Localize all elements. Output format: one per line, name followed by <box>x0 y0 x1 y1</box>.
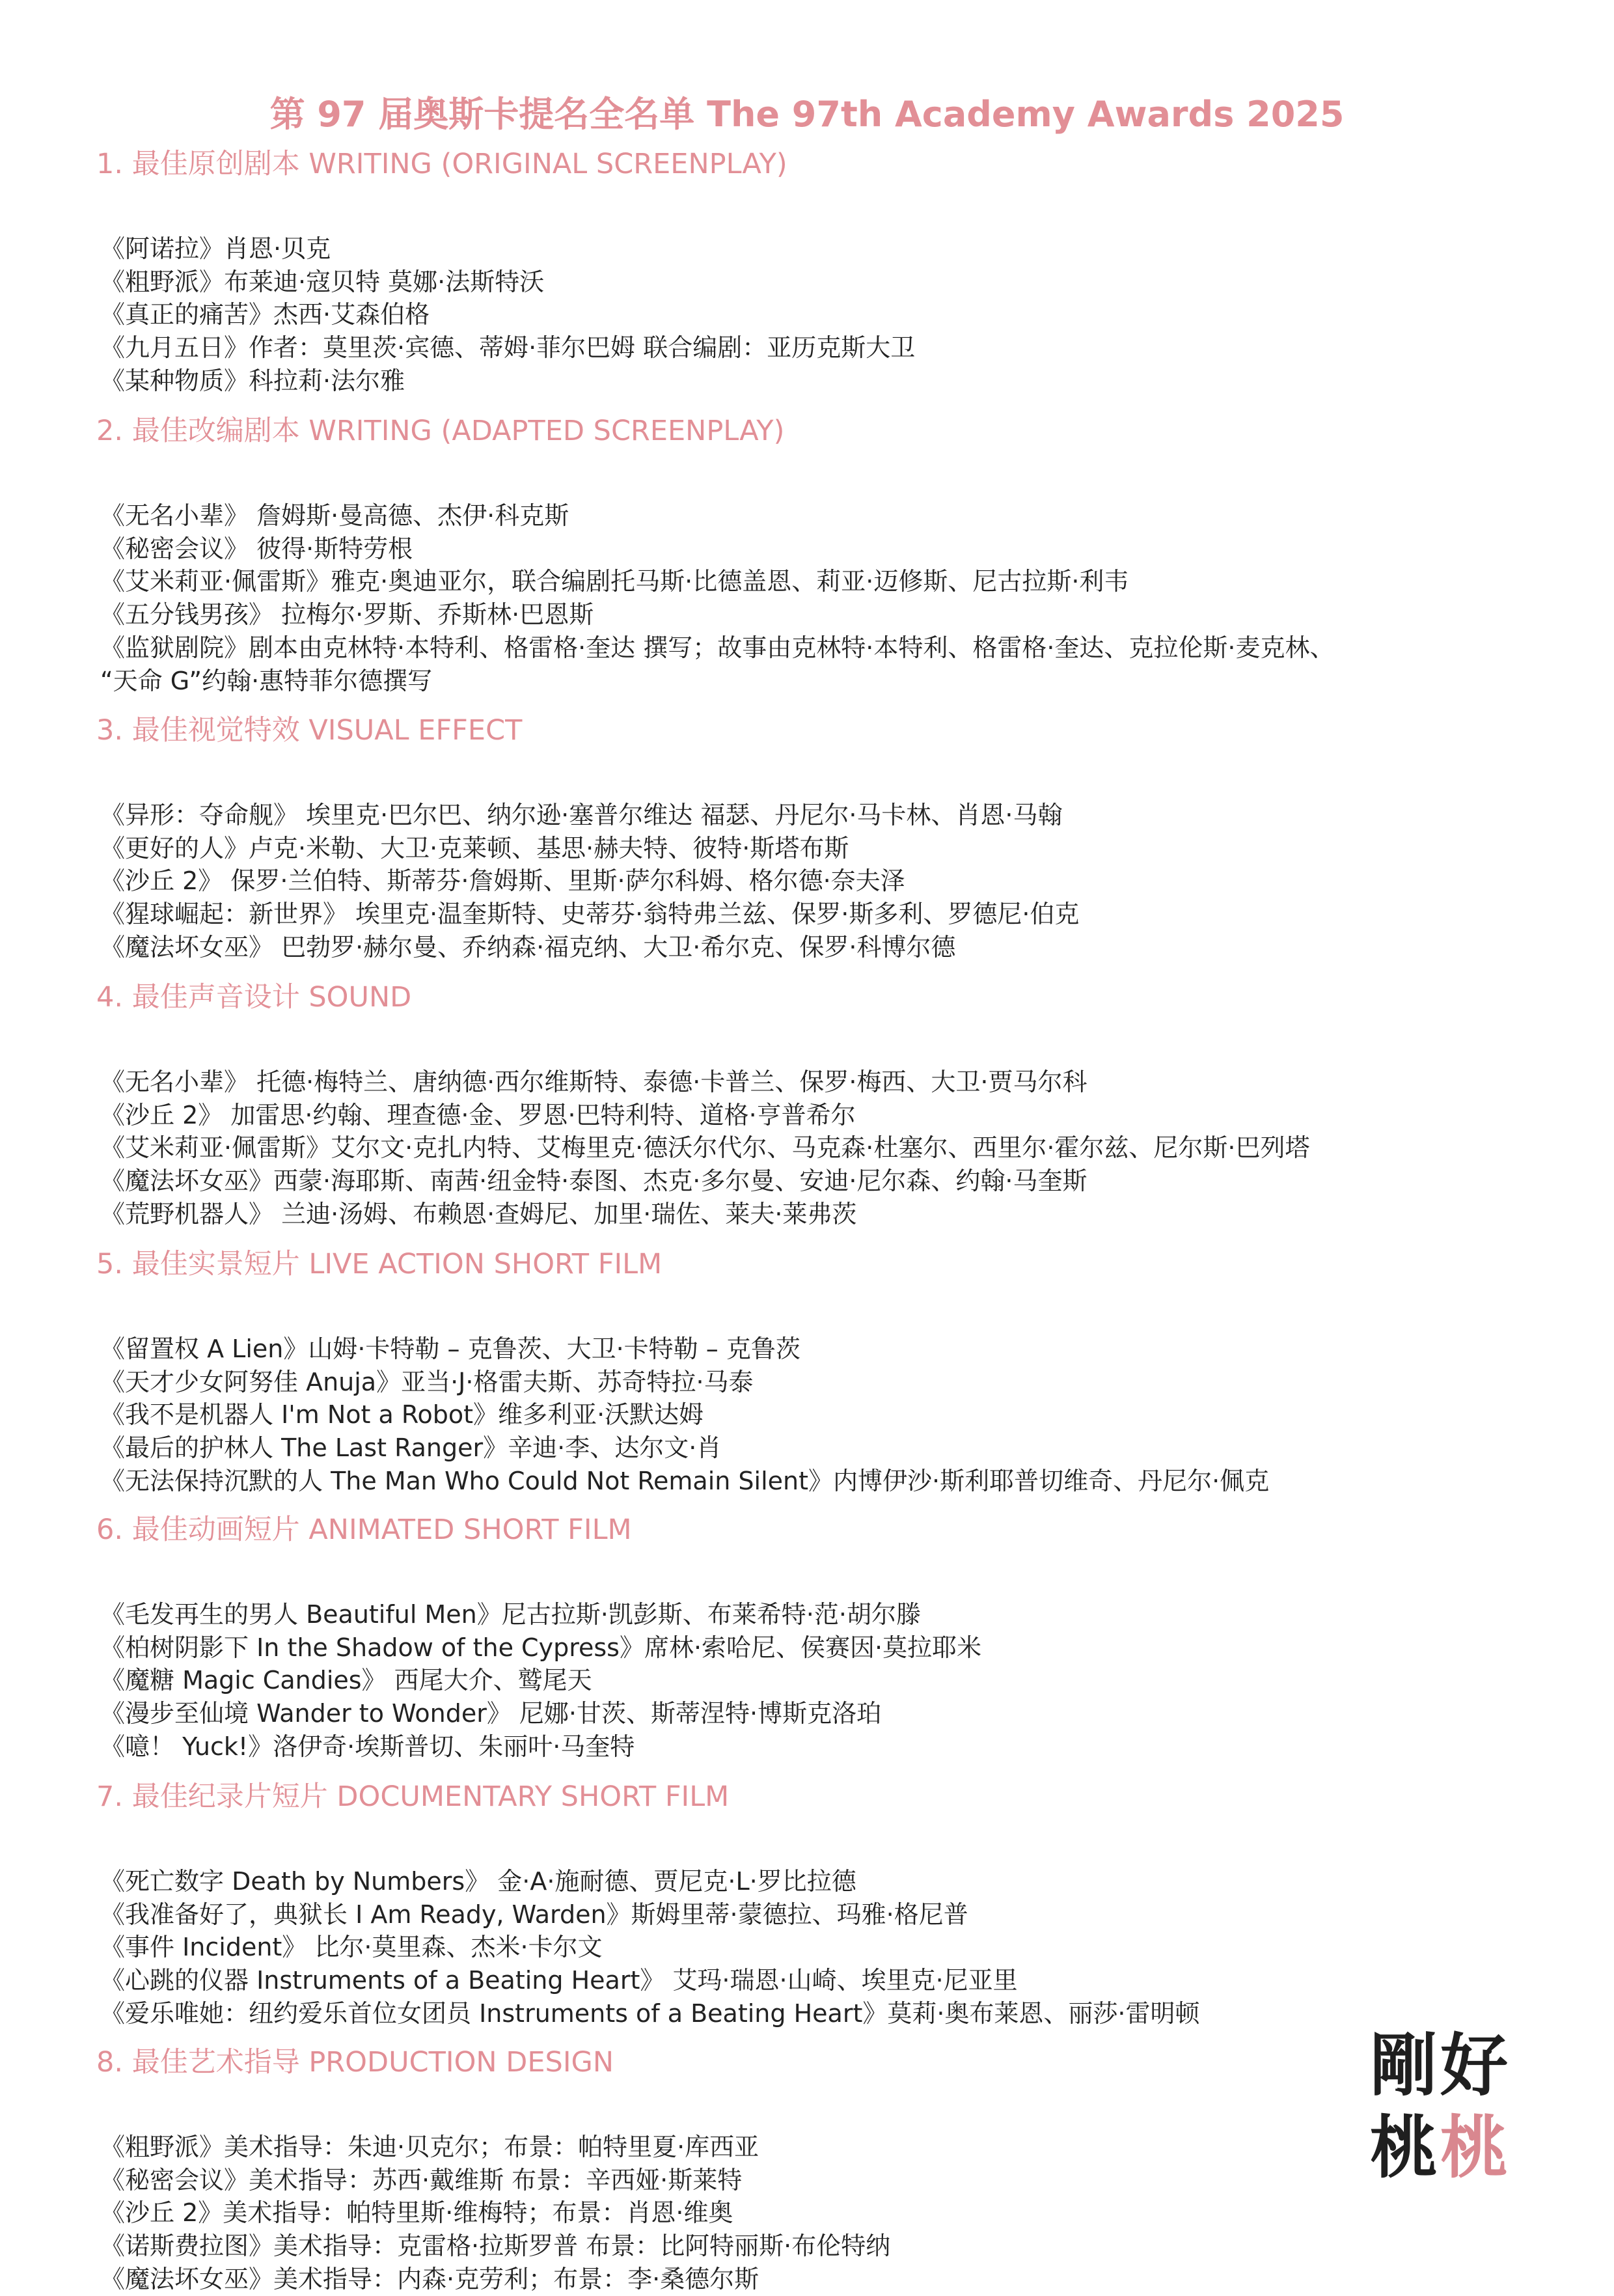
nominee-entry: 《我不是机器人 I'm Not a Robot》维多利亚·沃默达姆 <box>100 1400 704 1430</box>
nominee-list <box>96 1333 1567 1498</box>
award-section-live-action-short <box>96 1245 1567 1498</box>
award-section-original-screenplay <box>96 145 1567 398</box>
nominee-list <box>96 499 1567 697</box>
award-section-adapted-screenplay <box>96 411 1567 697</box>
nominee-entry: 《事件 Incident》 比尔·莫里森、杰米·卡尔文 <box>100 1933 603 1962</box>
page-title: 第 97 届奥斯卡提名全名单 The 97th Academy Awards 2025 <box>269 94 1345 135</box>
nominee-entry: 《魔法坏女巫》 巴勃罗·赫尔曼、乔纳森·福克纳、大卫·希尔克、保罗·科博尔德 <box>100 932 956 961</box>
nominee-entry: 《异形：夺命舰》 埃里克·巴尔巴、纳尔逊·塞普尔维达 福瑟、丹尼尔·马卡林、肖恩·马翰 <box>100 801 1063 829</box>
nominee-entry: 《无名小辈》 詹姆斯·曼高德、杰伊·科克斯 <box>100 501 569 530</box>
nominee-list <box>96 799 1567 964</box>
nominee-entry: 《死亡数字 Death by Numbers》 金·A·施耐德、贾尼克·L·罗比拉德 <box>100 1867 856 1896</box>
section-heading: 8. 最佳艺术指导 PRODUCTION DESIGN <box>96 2046 614 2079</box>
nominee-entry: 《荒野机器人》 兰迪·汤姆、布赖恩·查姆尼、加里·瑞佐、莱夫·莱弗茨 <box>100 1199 857 1228</box>
nominee-entry: 《秘密会议》 彼得·斯特劳根 <box>100 534 413 563</box>
nominee-entry: 《心跳的仪器 Instruments of a Beating Heart》 艾玛·瑞恩·山崎、埃里克·尼亚里 <box>100 1966 1018 1995</box>
nominee-entry: 《九月五日》作者：莫里茨·宾德、蒂姆·菲尔巴姆 联合编剧：亚历克斯大卫 <box>100 333 916 363</box>
nominee-entry: 《柏树阴影下 In the Shadow of the Cypress》席林·索哈尼、侯赛因·莫拉耶米 <box>100 1633 982 1662</box>
logo-line-top <box>1370 2025 1520 2107</box>
nominee-entry: 《真正的痛苦》杰西·艾森伯格 <box>100 300 430 329</box>
nominee-entry: 《沙丘 2》 加雷思·约翰、理查德·金、罗恩·巴特利特、道格·亨普希尔 <box>100 1100 856 1129</box>
section-heading: 7. 最佳纪录片短片 DOCUMENTARY SHORT FILM <box>96 1780 730 1813</box>
logo-line-bottom <box>1370 2107 1520 2189</box>
nominee-list <box>96 1865 1567 2030</box>
nominee-list <box>96 232 1567 398</box>
nominee-entry: 《监狱剧院》剧本由克林特·本特利、格雷格·奎达 撰写；故事由克林特·本特利、格雷格·奎达、克拉伦斯·麦克林、 <box>100 633 1335 662</box>
award-section-documentary-short <box>96 1777 1567 2030</box>
nominee-entry: 《某种物质》科拉莉·法尔雅 <box>100 366 405 395</box>
nominee-entry: 《阿诺拉》肖恩·贝克 <box>100 234 331 263</box>
nominee-entry: 《更好的人》卢克·米勒、大卫·克莱顿、基思·赫夫特、彼特·斯塔布斯 <box>100 833 849 863</box>
nominee-entry: 《粗野派》布莱迪·寇贝特 莫娜·法斯特沃 <box>100 267 545 296</box>
section-heading: 3. 最佳视觉特效 VISUAL EFFECT <box>96 714 523 747</box>
nominee-entry: 《猩球崛起：新世界》 埃里克·温奎斯特、史蒂芬·翁特弗兰兹、保罗·斯多利、罗德尼·伯克 <box>100 900 1080 929</box>
nominee-list <box>96 1598 1567 1763</box>
nominee-entry: 《最后的护林人 The Last Ranger》辛迪·李、达尔文·肖 <box>100 1433 722 1463</box>
nominee-entry: 《五分钱男孩》 拉梅尔·罗斯、乔斯林·巴恩斯 <box>100 600 594 629</box>
award-section-sound <box>96 978 1567 1231</box>
section-heading: 5. 最佳实景短片 LIVE ACTION SHORT FILM <box>96 1248 663 1280</box>
logo-char: 桃 <box>1370 2107 1441 2187</box>
nominee-entry: 《魔糖 Magic Candies》 西尾大介、鹫尾天 <box>100 1666 592 1695</box>
logo-char: 剛 <box>1370 2025 1441 2105</box>
nominee-entry: 《无名小辈》 托德·梅特兰、唐纳德·西尔维斯特、泰德·卡普兰、保罗·梅西、大卫·贾马尔科 <box>100 1068 1087 1096</box>
nominee-entry: 《留置权 A Lien》山姆·卡特勒 – 克鲁茨、大卫·卡特勒 – 克鲁茨 <box>100 1335 800 1363</box>
award-section-production-design <box>96 2043 1567 2296</box>
award-section-animated-short <box>96 1510 1567 1763</box>
nominee-entry: 《艾米莉亚·佩雷斯》艾尔文·克扎内特、艾梅里克·德沃尔代尔、马克森·杜塞尔、西里尔·霍尔兹、尼尔斯·巴列塔 <box>100 1133 1310 1163</box>
nominee-entry: 《魔法坏女巫》美术指导：内森·克劳利；布景：李·桑德尔斯 <box>100 2264 759 2293</box>
section-heading: 6. 最佳动画短片 ANIMATED SHORT FILM <box>96 1514 632 1546</box>
nominee-entry: 《毛发再生的男人 Beautiful Men》尼古拉斯·凯彭斯、布莱希特·范·胡尔滕 <box>100 1600 921 1629</box>
nominee-entry: 《艾米莉亚·佩雷斯》雅克·奥迪亚尔，联合编剧托马斯·比德盖恩、莉亚·迈修斯、尼古拉斯·利韦 <box>100 567 1129 596</box>
nominee-entry: 《秘密会议》美术指导：苏西·戴维斯 布景：辛西娅·斯莱特 <box>100 2165 743 2194</box>
nominee-entry: 《诺斯费拉图》美术指导：克雷格·拉斯罗普 布景：比阿特丽斯·布伦特纳 <box>100 2232 891 2261</box>
nominee-entry: 《沙丘 2》 保罗·兰伯特、斯蒂芬·詹姆斯、里斯·萨尔科姆、格尔德·奈夫泽 <box>100 866 905 896</box>
nominee-list <box>96 1066 1567 1231</box>
section-heading: 4. 最佳声音设计 SOUND <box>96 981 412 1014</box>
nominee-entry: 《沙丘 2》美术指导：帕特里斯·维梅特；布景：肖恩·维奥 <box>100 2198 733 2228</box>
nominee-entry: “天命 G”约翰·惠特菲尔德撰写 <box>100 666 433 695</box>
award-section-visual-effects <box>96 711 1567 964</box>
nominee-entry: 《爱乐唯她：纽约爱乐首位女团员 Instruments of a Beating Heart》莫莉·奥布莱恩、丽莎·雷明顿 <box>100 1999 1200 2028</box>
nominee-entry: 《天才少女阿努佳 Anuja》亚当·J·格雷夫斯、苏奇特拉·马泰 <box>100 1367 754 1396</box>
nominee-list <box>96 2131 1567 2296</box>
section-heading: 2. 最佳改编剧本 WRITING (ADAPTED SCREENPLAY) <box>96 415 785 447</box>
nominee-entry: 《噫！ Yuck!》洛伊奇·埃斯普切、朱丽叶·马奎特 <box>100 1732 635 1761</box>
logo-char: 桃 <box>1440 2107 1511 2187</box>
nominee-entry: 《粗野派》美术指导：朱迪·贝克尔；布景：帕特里夏·库西亚 <box>100 2133 759 2161</box>
nominee-entry: 《我准备好了，典狱长 I Am Ready, Warden》斯姆里蒂·蒙德拉、玛雅·格尼普 <box>100 1900 968 1929</box>
brand-logo <box>1370 2025 1520 2189</box>
section-heading: 1. 最佳原创剧本 WRITING (ORIGINAL SCREENPLAY) <box>96 148 787 180</box>
logo-char: 好 <box>1440 2025 1511 2105</box>
nominee-entry: 《魔法坏女巫》西蒙·海耶斯、南茜·纽金特·泰图、杰克·多尔曼、安迪·尼尔森、约翰·马奎斯 <box>100 1167 1087 1196</box>
nominee-entry: 《无法保持沉默的人 The Man Who Could Not Remain Silent》内博伊沙·斯利耶普切维奇、丹尼尔·佩克 <box>100 1466 1270 1495</box>
nominee-entry: 《漫步至仙境 Wander to Wonder》 尼娜·甘茨、斯蒂涅特·博斯克洛珀 <box>100 1699 882 1728</box>
